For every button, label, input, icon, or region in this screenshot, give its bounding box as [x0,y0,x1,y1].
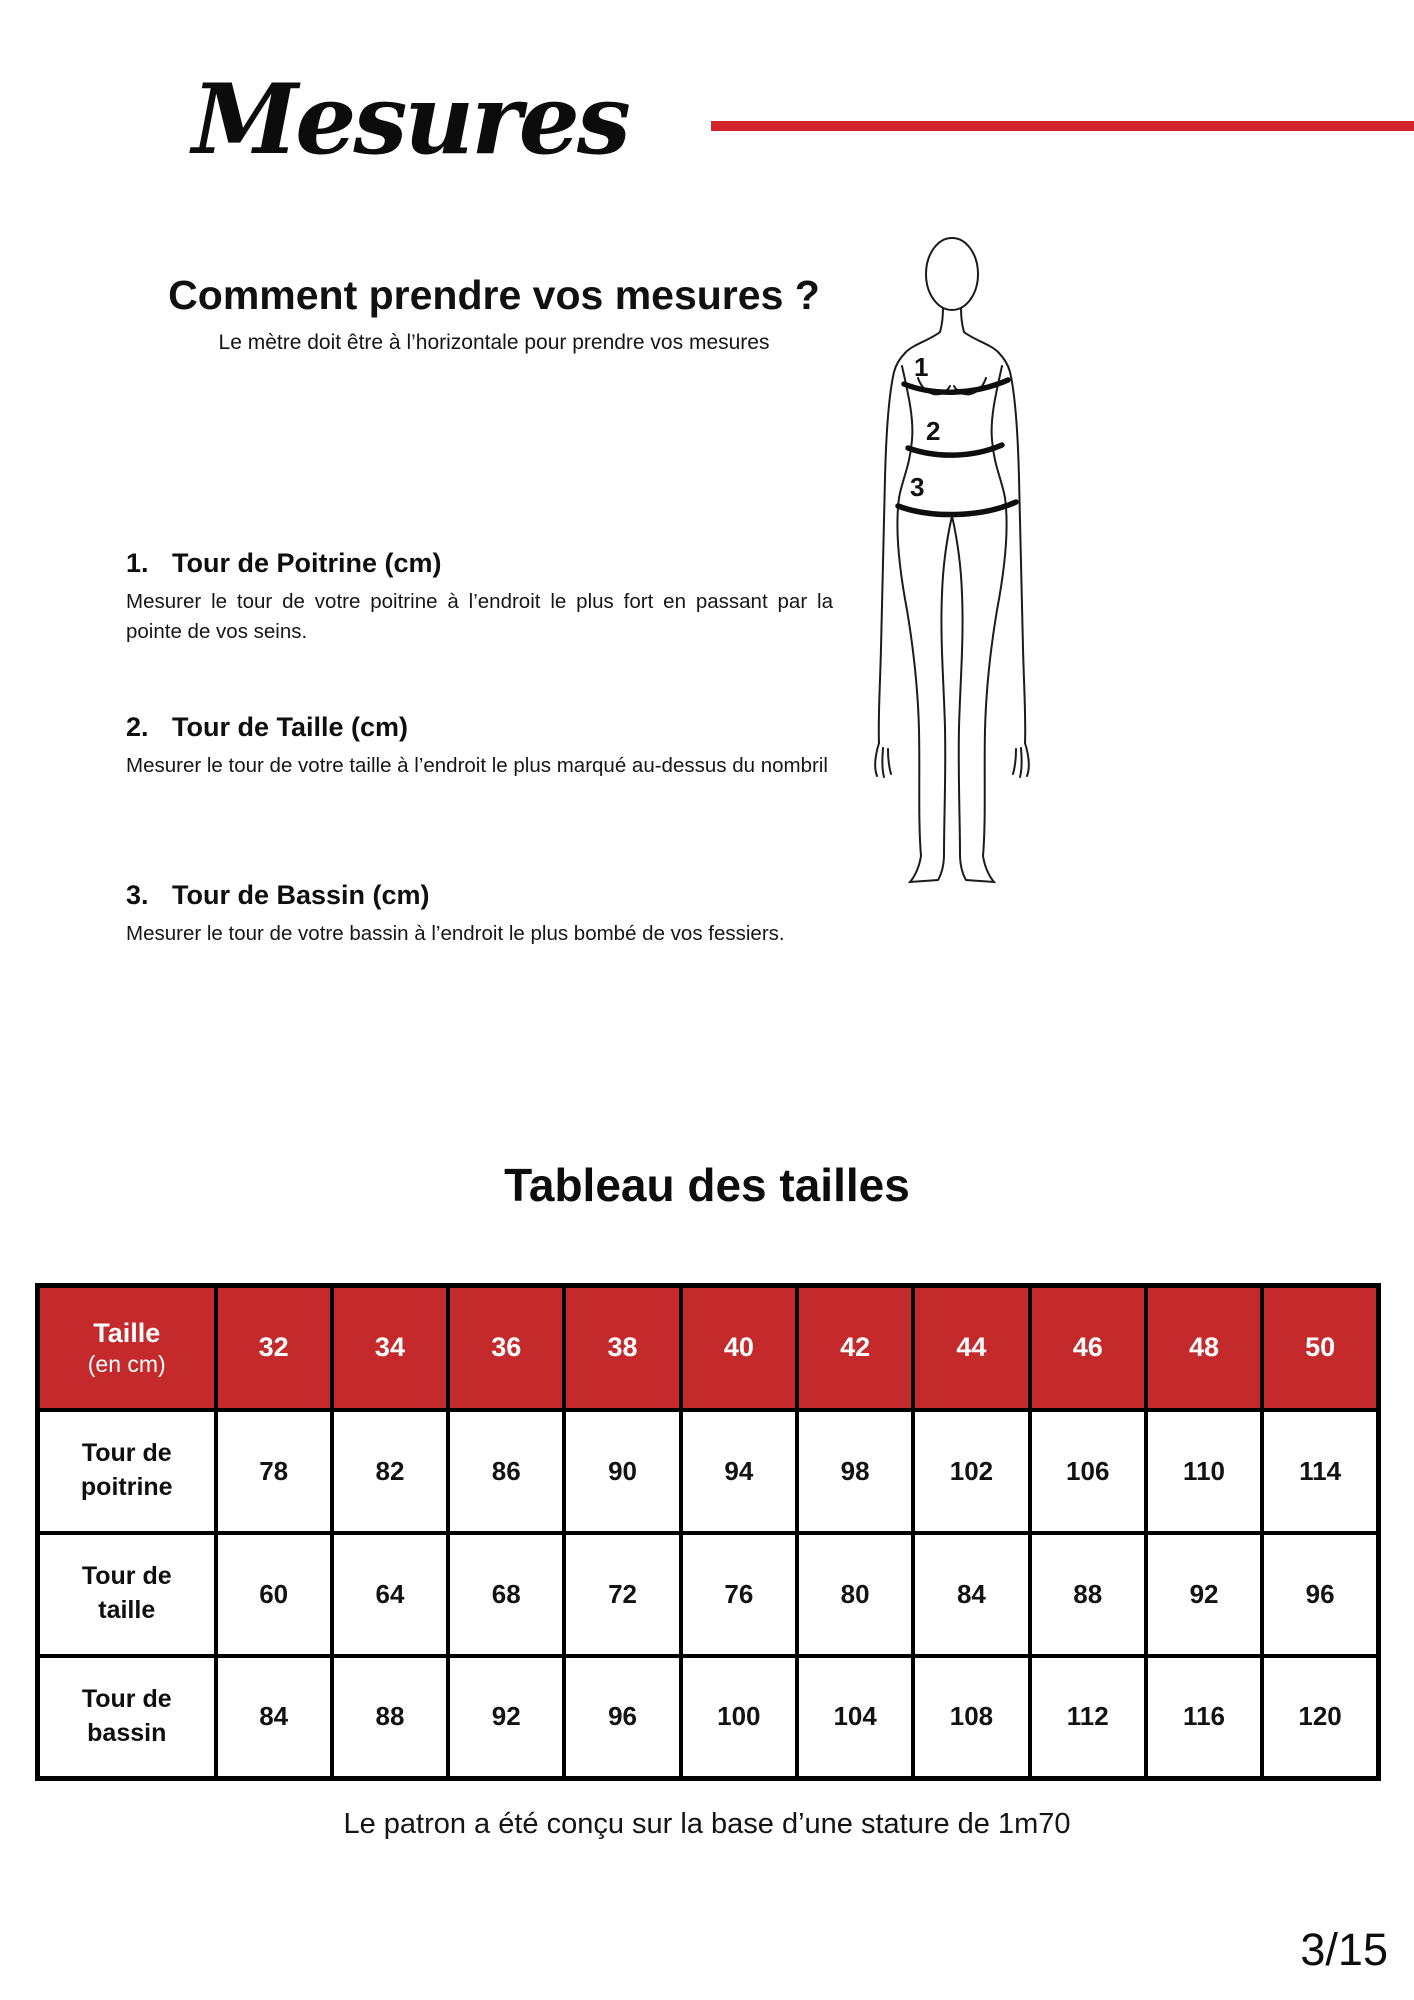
measurement-value-cell: 88 [332,1656,448,1779]
size-table-heading: Tableau des tailles [504,1159,910,1211]
taille-header-cell [38,1286,216,1410]
measurement-value-cell: 92 [1146,1533,1262,1656]
step-poitrine [126,548,833,648]
step-description: Mesurer le tour de votre taille à l’endroit le plus marqué au-dessus du nombril [126,754,828,777]
how-to-heading: Comment prendre vos mesures ? [168,272,820,318]
size-header-cell: 40 [681,1286,797,1410]
measurement-value-cell: 116 [1146,1656,1262,1779]
step-number: 2. [126,712,149,742]
measurement-value-cell: 102 [913,1410,1029,1533]
size-header-cell: 32 [216,1286,332,1410]
measure-labels [910,352,940,502]
size-table [35,1283,1381,1781]
step-number: 1. [126,548,149,578]
row-label-cell: Tour de poitrine [38,1410,216,1533]
measurement-value-cell: 72 [564,1533,680,1656]
size-header-cell: 38 [564,1286,680,1410]
measurement-value-cell: 120 [1262,1656,1378,1779]
figure-right-foot [960,854,994,882]
size-table-header-row [38,1286,1379,1410]
page-number: 3/15 [1300,1924,1388,1975]
step-bassin [126,880,833,949]
step-number: 3. [126,880,149,910]
measurement-value-cell: 68 [448,1533,564,1656]
size-header-cell: 34 [332,1286,448,1410]
measurement-value-cell: 112 [1030,1656,1146,1779]
measurement-value-cell: 114 [1262,1410,1378,1533]
waist-label: 2 [926,416,941,446]
measurement-value-cell: 108 [913,1656,1029,1779]
measurement-value-cell: 78 [216,1410,332,1533]
row-label-cell: Tour de bassin [38,1656,216,1779]
size-header-cell: 48 [1146,1286,1262,1410]
figure-left-foot [910,854,944,882]
measurement-value-cell: 96 [1262,1533,1378,1656]
step-title-text: Tour de Poitrine (cm) [172,548,442,578]
page-title: Mesures [192,63,628,176]
step-title [126,712,833,743]
size-header-cell: 46 [1030,1286,1146,1410]
step-taille [126,712,833,781]
measurement-value-cell: 90 [564,1410,680,1533]
step-title [126,548,833,579]
measurement-value-cell: 96 [564,1656,680,1779]
measurement-value-cell: 110 [1146,1410,1262,1533]
how-to-section [118,272,870,355]
measurement-value-cell: 80 [797,1533,913,1656]
table-row-poitrine [38,1410,1379,1533]
measurement-value-cell: 60 [216,1533,332,1656]
how-to-subtitle: Le mètre doit être à l’horizontale pour prendre vos mesures [218,331,770,354]
measurement-value-cell: 98 [797,1410,913,1533]
figure-head [926,238,978,310]
croquis-illustration [858,228,1062,888]
measurement-value-cell: 82 [332,1410,448,1533]
step-description: Mesurer le tour de votre bassin à l’endroit le plus bombé de vos fessiers. [126,922,785,945]
taille-sublabel: (en cm) [87,1350,166,1377]
row-label-cell: Tour de taille [38,1533,216,1656]
measurement-value-cell: 76 [681,1533,797,1656]
measurement-value-cell: 64 [332,1533,448,1656]
measurement-value-cell: 106 [1030,1410,1146,1533]
measurement-value-cell: 84 [913,1533,1029,1656]
measurement-value-cell: 94 [681,1410,797,1533]
hip-label: 3 [910,472,925,502]
step-title-text: Tour de Bassin (cm) [172,880,430,910]
measurement-value-cell: 100 [681,1656,797,1779]
measurement-value-cell: 88 [1030,1533,1146,1656]
taille-label: Taille [93,1317,161,1348]
stature-footnote: Le patron a été conçu sur la base d’une stature de 1m70 [343,1808,1071,1840]
step-description: Mesurer le tour de votre poitrine à l’endroit le plus fort en passant par la pointe de vos seins. [126,590,833,644]
figure-right-hand [1013,743,1029,777]
size-header-cell: 36 [448,1286,564,1410]
size-header-cell: 44 [913,1286,1029,1410]
step-title [126,880,833,911]
body-outline [875,238,1028,882]
table-row-taille [38,1533,1379,1656]
measurement-value-cell: 104 [797,1656,913,1779]
title-rule [711,121,1414,131]
body-measurement-figure [858,228,1062,888]
measurement-value-cell: 86 [448,1410,564,1533]
size-header-cell: 42 [797,1286,913,1410]
measurement-value-cell: 84 [216,1656,332,1779]
size-header-cell: 50 [1262,1286,1378,1410]
waist-measure-line [908,445,1002,455]
table-row-bassin [38,1656,1379,1779]
figure-left-hand [875,743,891,777]
hip-measure-line [898,502,1016,515]
measurement-value-cell: 92 [448,1656,564,1779]
step-title-text: Tour de Taille (cm) [172,712,409,742]
bust-label: 1 [914,352,929,382]
